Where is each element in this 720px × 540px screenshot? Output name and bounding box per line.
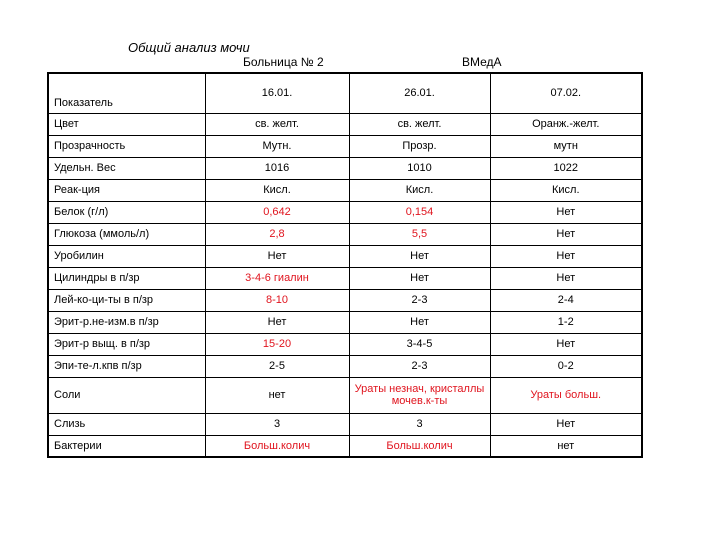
cell-value: св. желт. xyxy=(349,113,490,135)
cell-value: Нет xyxy=(205,311,349,333)
table-row xyxy=(48,223,642,245)
row-label: Эрит-р выщ. в п/зр xyxy=(48,333,205,355)
cell-value: 8-10 xyxy=(205,289,349,311)
table-row xyxy=(48,333,642,355)
row-label: Бактерии xyxy=(48,435,205,457)
row-label: Прозрачность xyxy=(48,135,205,157)
row-label: Цилиндры в п/зр xyxy=(48,267,205,289)
column-header-date: 07.02. xyxy=(490,73,642,113)
cell-value: Ураты больш. xyxy=(490,377,642,413)
row-label: Белок (г/л) xyxy=(48,201,205,223)
cell-value: 2-3 xyxy=(349,355,490,377)
row-label: Эрит-р.не-изм.в п/зр xyxy=(48,311,205,333)
table-row xyxy=(48,135,642,157)
table-row xyxy=(48,355,642,377)
table-row xyxy=(48,435,642,457)
cell-value: 1-2 xyxy=(490,311,642,333)
row-label: Слизь xyxy=(48,413,205,435)
cell-value: 0,154 xyxy=(349,201,490,223)
cell-value: Нет xyxy=(205,245,349,267)
urinalysis-table xyxy=(47,72,643,458)
row-label: Цвет xyxy=(48,113,205,135)
cell-value: 2,8 xyxy=(205,223,349,245)
cell-value: нет xyxy=(490,435,642,457)
cell-value: Нет xyxy=(490,333,642,355)
row-label: Глюкоза (ммоль/л) xyxy=(48,223,205,245)
cell-value: Нет xyxy=(349,311,490,333)
cell-value: 0-2 xyxy=(490,355,642,377)
table-row xyxy=(48,289,642,311)
cell-value: Оранж.-желт. xyxy=(490,113,642,135)
cell-value: Нет xyxy=(490,223,642,245)
cell-value: 1016 xyxy=(205,157,349,179)
cell-value: 2-3 xyxy=(349,289,490,311)
cell-value: св. желт. xyxy=(205,113,349,135)
cell-value: 1010 xyxy=(349,157,490,179)
cell-value: Кисл. xyxy=(205,179,349,201)
cell-value: 1022 xyxy=(490,157,642,179)
cell-value: 2-4 xyxy=(490,289,642,311)
table-row xyxy=(48,311,642,333)
table-row xyxy=(48,377,642,413)
row-label: Эпи-те-л.кпв п/зр xyxy=(48,355,205,377)
table-row xyxy=(48,157,642,179)
cell-value: Больш.колич xyxy=(205,435,349,457)
cell-value: Ураты незнач, кристаллы мочев.к-ты xyxy=(349,377,490,413)
row-label: Удельн. Вес xyxy=(48,157,205,179)
cell-value: Нет xyxy=(349,267,490,289)
cell-value: 3-4-6 гиалин xyxy=(205,267,349,289)
cell-value: Нет xyxy=(490,201,642,223)
cell-value: мутн xyxy=(490,135,642,157)
cell-value: Кисл. xyxy=(349,179,490,201)
organization-label: ВМедА xyxy=(462,55,502,69)
cell-value: Нет xyxy=(490,413,642,435)
hospital-label: Больница № 2 xyxy=(243,55,324,69)
cell-value: 3-4-5 xyxy=(349,333,490,355)
document-title: Общий анализ мочи xyxy=(128,40,250,55)
row-label: Реак-ция xyxy=(48,179,205,201)
cell-value: 5,5 xyxy=(349,223,490,245)
cell-value: 3 xyxy=(205,413,349,435)
cell-value: Нет xyxy=(490,267,642,289)
column-header-date: 26.01. xyxy=(349,73,490,113)
table-body xyxy=(48,73,642,457)
cell-value: Нет xyxy=(490,245,642,267)
table-row xyxy=(48,267,642,289)
column-header-indicator: Показатель xyxy=(48,73,205,113)
table-row xyxy=(48,113,642,135)
row-label: Уробилин xyxy=(48,245,205,267)
row-label: Соли xyxy=(48,377,205,413)
row-label: Лей-ко-ци-ты в п/зр xyxy=(48,289,205,311)
cell-value: 0,642 xyxy=(205,201,349,223)
cell-value: Прозр. xyxy=(349,135,490,157)
table-row xyxy=(48,201,642,223)
cell-value: Больш.колич xyxy=(349,435,490,457)
cell-value: Мутн. xyxy=(205,135,349,157)
table-row xyxy=(48,179,642,201)
cell-value: 3 xyxy=(349,413,490,435)
cell-value: 15-20 xyxy=(205,333,349,355)
cell-value: Кисл. xyxy=(490,179,642,201)
column-header-date: 16.01. xyxy=(205,73,349,113)
cell-value: Нет xyxy=(349,245,490,267)
table-row xyxy=(48,245,642,267)
cell-value: нет xyxy=(205,377,349,413)
table-header-row xyxy=(48,73,642,113)
cell-value: 2-5 xyxy=(205,355,349,377)
table-row xyxy=(48,413,642,435)
